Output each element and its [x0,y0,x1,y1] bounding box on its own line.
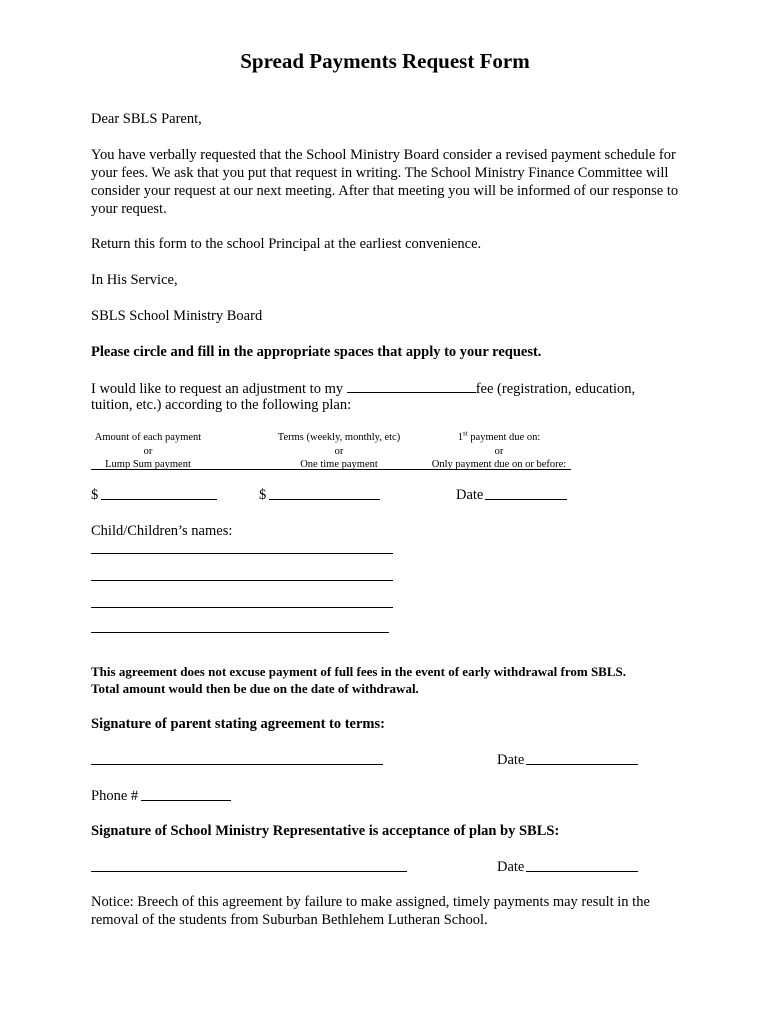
greeting: Dear SBLS Parent, [91,111,202,127]
rep-signature-field[interactable] [91,871,407,872]
agreement-line-2: Total amount would then be due on the date of withdrawal. [91,681,419,696]
phone-field[interactable] [141,800,231,801]
due-date-label: Date [456,487,484,503]
intro-paragraph: You have verbally requested that the School Ministry Board consider a revised payment schedule for your fees. We ask that you put that request in writing. The School Ministry Finance Committee will consider your request at our next meeting. After that meeting you will be informed of our response to your request. [91,147,679,217]
plan-header-underline [91,469,571,470]
plan-column-terms [262,431,416,472]
request-line-2: tuition, etc.) according to the following plan: [91,397,352,413]
child-name-field-1[interactable] [91,553,393,554]
plan-column-amount [88,431,208,472]
children-label: Child/Children’s names: [91,523,233,539]
plan-terms-or: or [334,445,344,457]
request-line [91,378,691,398]
plan-due-label: 1st payment due on: [457,429,541,443]
return-instruction: Return this form to the school Principal at the earliest convenience. [91,236,482,252]
child-name-field-4[interactable] [91,632,389,633]
dollar-sign-1: $ [91,487,99,503]
request-prefix: I would like to request an adjustment to my [91,381,344,397]
child-name-field-3[interactable] [91,607,393,608]
parent-signature-field[interactable] [91,764,383,765]
rep-date-field[interactable] [526,871,638,872]
form-title: Spread Payments Request Form [240,49,530,73]
parent-signature-label: Signature of parent stating agreement to terms: [91,716,385,732]
payment-amount-field[interactable] [101,499,217,500]
fee-type-field[interactable] [347,378,476,393]
notice: Notice: Breech of this agreement by failure to make assigned, timely payments may result in the removal of the students from Suburban Bethlehem Lutheran School. [91,894,650,928]
sender: SBLS School Ministry Board [91,308,263,324]
parent-date-label: Date [497,752,525,768]
rep-date-label: Date [497,859,525,875]
rep-signature-label: Signature of School Ministry Representative is acceptance of plan by SBLS: [91,823,560,839]
plan-amount-or: or [143,445,153,457]
phone-label: Phone # [91,788,139,804]
plan-amount-lump: Lump Sum payment [105,459,191,470]
plan-terms-label: Terms (weekly, monthly, etc) [277,432,401,443]
payment-terms-field[interactable] [269,499,380,500]
plan-amount-label: Amount of each payment [94,432,202,443]
plan-terms-onetime: One time payment [300,459,378,470]
request-suffix: fee (registration, education, [475,381,636,397]
due-date-field[interactable] [485,499,567,500]
closing: In His Service, [91,272,178,288]
dollar-sign-2: $ [259,487,267,503]
agreement-line-1: This agreement does not excuse payment of full fees in the event of early withdrawal from SBLS. [91,664,627,679]
parent-date-field[interactable] [526,764,638,765]
plan-due-only: Only payment due on or before: [431,459,567,470]
plan-column-due [414,431,584,472]
child-name-field-2[interactable] [91,580,393,581]
circle-instruction: Please circle and fill in the appropriate spaces that apply to your request. [91,344,542,360]
plan-due-or: or [494,445,504,457]
